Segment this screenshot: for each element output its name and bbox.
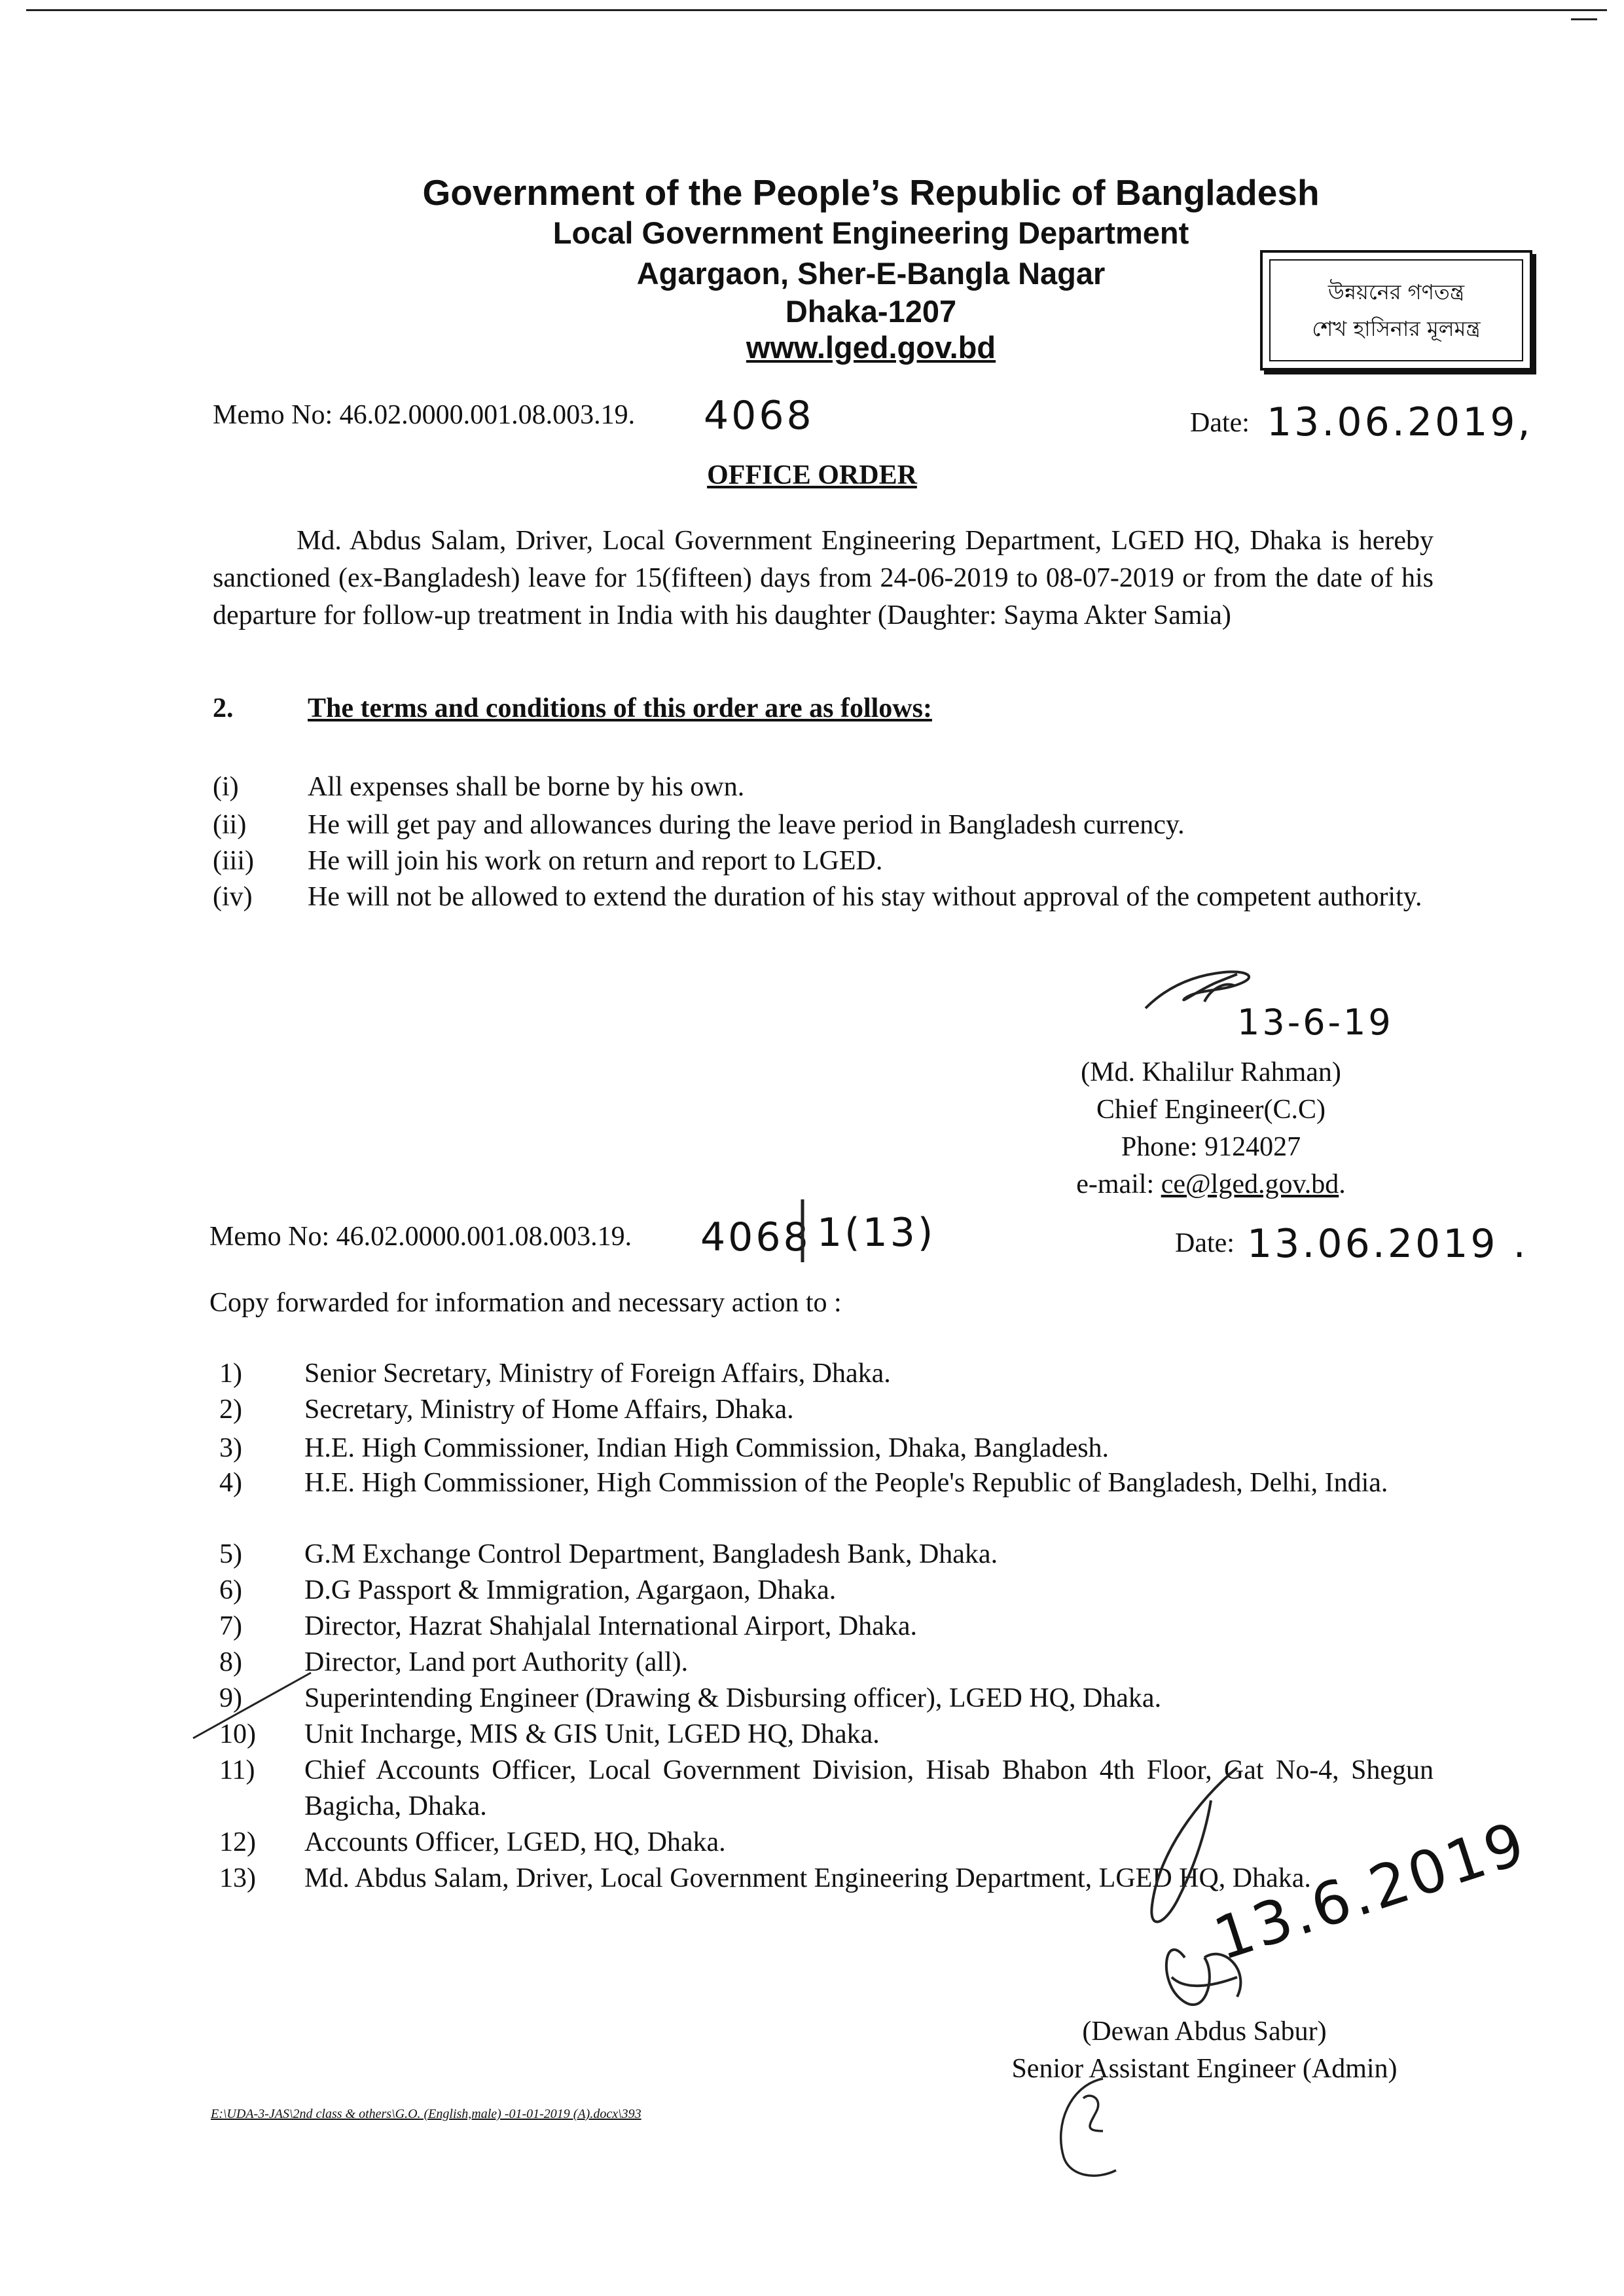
signature-1-date: 13-6-19 [1237, 1002, 1394, 1043]
email-label: e-mail: [1076, 1169, 1161, 1199]
copy-intro: Copy forwarded for information and necessary action to : [209, 1288, 842, 1318]
memo2-number-label: Memo No: 46.02.0000.001.08.003.19. [209, 1222, 632, 1252]
copy-text: G.M Exchange Control Department, Bangladesh Bank, Dhaka. [304, 1539, 998, 1569]
copy-num: 5) [219, 1539, 242, 1569]
copy-text: Senior Secretary, Ministry of Foreign Affairs, Dhaka. [304, 1358, 891, 1389]
copy-num: 3) [219, 1433, 242, 1463]
copy-text: Director, Land port Authority (all). [304, 1647, 689, 1677]
signatory-1-title: Chief Engineer(C.C) [1096, 1095, 1326, 1125]
copy-num: 7) [219, 1611, 242, 1641]
email-link[interactable]: ce@lged.gov.bd [1161, 1169, 1339, 1199]
terms-number: 2. [213, 693, 234, 723]
copy-num: 6) [219, 1575, 242, 1605]
copy-text: Director, Hazrat Shahjalal International Airport, Dhaka. [304, 1611, 917, 1641]
term-num: (i) [213, 772, 239, 802]
memo-date-handwritten: 13.06.2019, [1267, 399, 1533, 445]
slogan-line-2: শেখ হাসিনার মূলমন্ত্র [1312, 316, 1481, 341]
memo2-number-handwritten: 4068 [700, 1214, 811, 1260]
signatory-1-name: (Md. Khalilur Rahman) [1081, 1057, 1341, 1087]
copy-num: 11) [219, 1755, 255, 1785]
slogan-box [1260, 250, 1532, 371]
copy-num: 10) [219, 1719, 256, 1749]
copy-text: Unit Incharge, MIS & GIS Unit, LGED HQ, Dhaka. [304, 1719, 880, 1749]
signatory-1-email-line [1028, 1166, 1394, 1203]
copy-num: 12) [219, 1827, 256, 1857]
copy-text: Superintending Engineer (Drawing & Disbursing officer), LGED HQ, Dhaka. [304, 1683, 1162, 1713]
term-text: He will not be allowed to extend the duration of his stay without approval of the competent authority. [308, 882, 1422, 912]
copy-text: H.E. High Commissioner, Indian High Commission, Dhaka, Bangladesh. [304, 1433, 1110, 1463]
terms-heading: The terms and conditions of this order are as follows: [308, 693, 932, 723]
copy-num: 4) [219, 1468, 242, 1498]
memo-date-label: Date: [1190, 408, 1250, 438]
term-text: He will get pay and allowances during the leave period in Bangladesh currency. [308, 810, 1185, 840]
letterhead-government: Government of the People’s Republic of Bangladesh [422, 172, 1320, 213]
term-text: He will join his work on return and report to LGED. [308, 846, 883, 876]
file-path-footer: E:\UDA-3-JAS\2nd class & others\G.O. (English,male) -01-01-2019 (A).docx\393 [211, 2107, 641, 2121]
signatory-2-name: (Dewan Abdus Sabur) [1082, 2016, 1327, 2047]
copy-num: 9) [219, 1683, 242, 1713]
copy-num: 13) [219, 1863, 256, 1893]
slogan-line-1: উন্নয়নের গণতন্ত্র [1327, 280, 1465, 304]
signatory-2-block [969, 2013, 1440, 2088]
term-text: All expenses shall be borne by his own. [308, 772, 745, 802]
copy-text: Secretary, Ministry of Home Affairs, Dhaka. [304, 1394, 794, 1425]
top-border-mark [1571, 18, 1597, 20]
copy-text: D.G Passport & Immigration, Agargaon, Dhaka. [304, 1575, 837, 1605]
memo-number-label: Memo No: 46.02.0000.001.08.003.19. [213, 400, 636, 430]
pen-tick-mark [187, 1666, 317, 1745]
office-order-title: OFFICE ORDER [707, 460, 917, 490]
copy-num: 8) [219, 1647, 242, 1677]
initials-mark [1044, 2072, 1129, 2183]
order-paragraph: Md. Abdus Salam, Driver, Local Government Engineering Department, LGED HQ, Dhaka is hereby sanctioned (ex-Bangladesh) leave for 15(fifteen) days from 24-06-2019 to 08-07-2019 or from the date of his departure for follow-up treatment in India with his daughter (Daughter: Sayma Akter Samia) [213, 526, 1434, 630]
memo2-suffix-handwritten: 1(13) [817, 1210, 936, 1256]
copy-text: Md. Abdus Salam, Driver, Local Government Engineering Department, LGED HQ, Dhaka. [304, 1863, 1311, 1893]
letterhead-city: Dhaka-1207 [785, 294, 957, 329]
term-num: (ii) [213, 810, 247, 840]
email-end: . [1339, 1169, 1346, 1199]
memo2-date-handwritten: 13.06.2019 . [1247, 1221, 1528, 1267]
memo2-date-label: Date: [1175, 1228, 1235, 1258]
term-num: (iv) [213, 882, 253, 912]
letterhead-website[interactable]: www.lged.gov.bd [746, 330, 996, 365]
term-num: (iii) [213, 846, 254, 876]
letterhead-address: Agargaon, Sher-E-Bangla Nagar [636, 256, 1106, 291]
copy-num: 1) [219, 1358, 242, 1389]
copy-text: Accounts Officer, LGED, HQ, Dhaka. [304, 1827, 726, 1857]
copy-text: Chief Accounts Officer, Local Government Division, Hisab Bhabon 4th Floor, Gat No-4, Shegun Bagicha, Dhaka. [304, 1755, 1434, 1821]
signatory-1-phone: Phone: 9124027 [1121, 1132, 1301, 1162]
copy-text: H.E. High Commissioner, High Commission of the People's Republic of Bangladesh, Delhi, India. [304, 1468, 1388, 1498]
signature-2-date: 13.6.2019 [1206, 1808, 1535, 1974]
top-border-line [26, 9, 1607, 11]
memo2-divider-stroke [797, 1198, 808, 1264]
copy-num: 2) [219, 1394, 242, 1425]
signatory-1-block [1028, 1054, 1394, 1203]
signatory-2-title: Senior Assistant Engineer (Admin) [1011, 2054, 1398, 2084]
memo-number-handwritten: 4068 [704, 393, 814, 439]
letterhead-department: Local Government Engineering Department [552, 215, 1189, 250]
